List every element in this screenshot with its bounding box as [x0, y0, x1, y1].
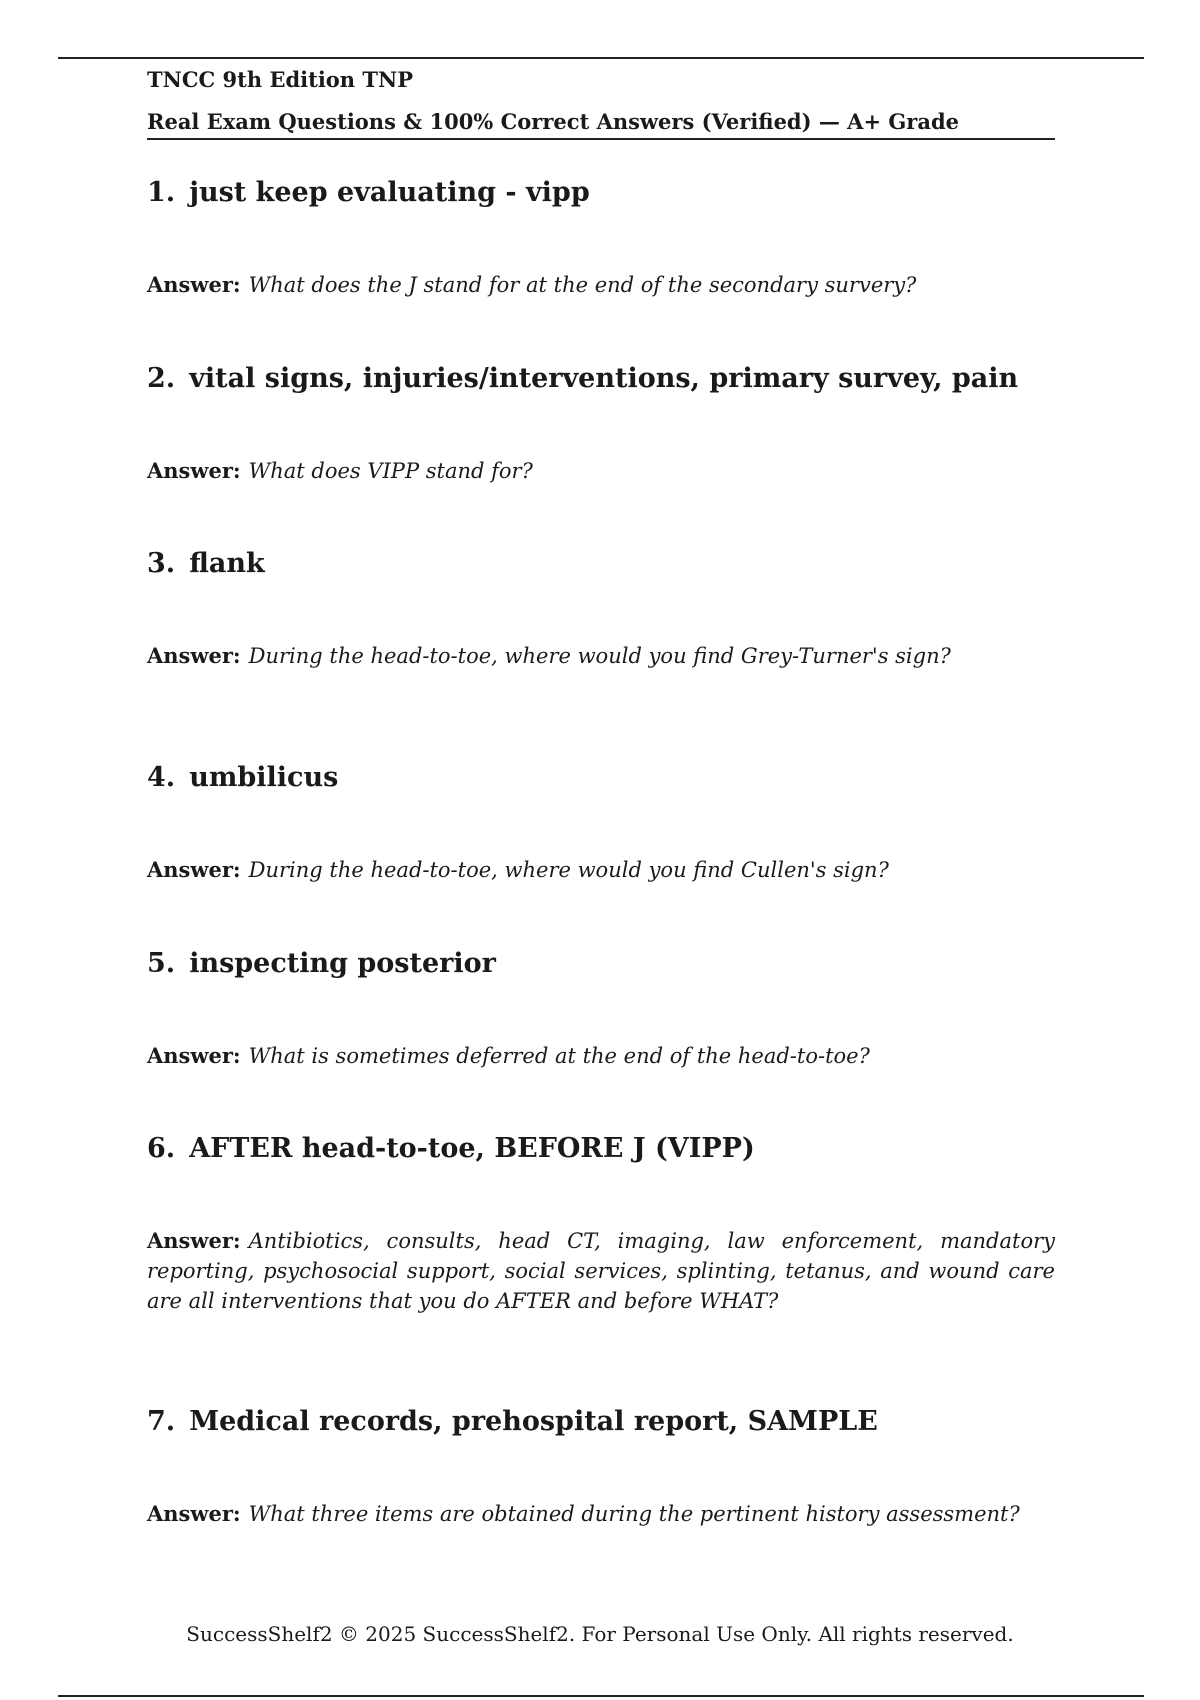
answer-label: Answer: — [147, 1228, 241, 1253]
qa-item-1 — [147, 176, 1055, 297]
question-term — [147, 1132, 1055, 1166]
qa-item-2 — [147, 362, 1055, 483]
question-term — [147, 547, 1055, 581]
answer — [147, 1499, 1020, 1529]
answer-text: What is sometimes deferred at the end of the head-to-toe? — [248, 1044, 870, 1068]
answer-text: During the head-to-toe, where would you find Grey-Turner's sign? — [248, 644, 951, 668]
answer-label: Answer: — [147, 458, 241, 483]
answer — [147, 270, 916, 300]
question-text: just keep evaluating - vipp — [189, 177, 590, 208]
question-text: umbilicus — [189, 762, 339, 793]
qa-item-7 — [147, 1405, 1055, 1526]
answer-text: During the head-to-toe, where would you find Cullen's sign? — [248, 858, 889, 882]
answer-label: Answer: — [147, 857, 241, 882]
question-number: 7. — [147, 1406, 176, 1437]
document-title: TNCC 9th Edition TNP — [147, 67, 413, 92]
copyright-footer: SuccessShelf2 © 2025 SuccessShelf2. For Personal Use Only. All rights reserved. — [186, 1622, 1014, 1646]
question-term — [147, 176, 1055, 210]
qa-item-3 — [147, 547, 1055, 668]
question-term — [147, 362, 1055, 396]
answer-text: Antibiotics, consults, head CT, imaging, law enforcement, mandatory reporting, psychosocial support, social services, splinting, tetanus, and wound care are all interventions that you do AFTER and before WHAT? — [147, 1229, 1055, 1313]
answer-text: What does VIPP stand for? — [248, 459, 533, 483]
answer — [147, 456, 533, 486]
answer-label: Answer: — [147, 1501, 241, 1526]
qa-item-5 — [147, 947, 1055, 1068]
top-rule — [58, 57, 1144, 59]
answer-text: What does the J stand for at the end of the secondary survery? — [248, 273, 917, 297]
qa-item-4 — [147, 761, 1055, 882]
answer-label: Answer: — [147, 272, 241, 297]
question-number: 3. — [147, 548, 176, 579]
question-text: Medical records, prehospital report, SAMPLE — [189, 1406, 878, 1437]
question-number: 4. — [147, 762, 176, 793]
question-number: 6. — [147, 1133, 176, 1164]
answer-text: What three items are obtained during the pertinent history assessment? — [248, 1502, 1020, 1526]
question-term — [147, 1405, 1055, 1439]
qa-item-6 — [147, 1132, 1055, 1313]
document-subtitle: Real Exam Questions & 100% Correct Answers (Verified) — A+ Grade — [147, 108, 1055, 140]
answer-label: Answer: — [147, 1043, 241, 1068]
question-text: inspecting posterior — [189, 948, 496, 979]
question-number: 5. — [147, 948, 176, 979]
answer-label: Answer: — [147, 643, 241, 668]
page-header — [147, 66, 1055, 140]
question-text: vital signs, injuries/interventions, primary survey, pain — [189, 363, 1019, 394]
question-number: 2. — [147, 363, 176, 394]
answer — [147, 1226, 1055, 1316]
question-number: 1. — [147, 177, 176, 208]
answer — [147, 855, 889, 885]
question-term — [147, 947, 1055, 981]
question-term — [147, 761, 1055, 795]
answer — [147, 1041, 870, 1071]
question-text: AFTER head-to-toe, BEFORE J (VIPP) — [189, 1133, 755, 1164]
question-text: flank — [189, 548, 265, 579]
answer — [147, 641, 951, 671]
bottom-rule — [58, 1695, 1144, 1697]
